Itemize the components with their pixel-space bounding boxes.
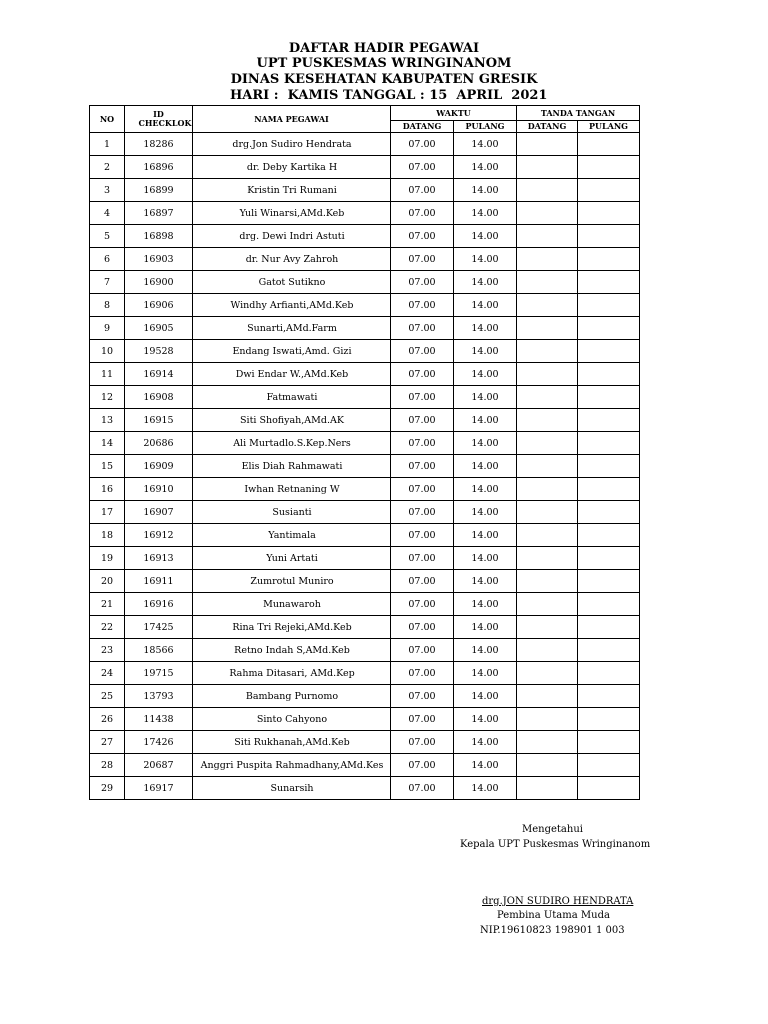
cell-waktu-datang: 07.00 — [391, 547, 454, 570]
cell-ttd-pulang — [578, 156, 640, 179]
table-row — [90, 225, 640, 248]
cell-no: 19 — [90, 547, 125, 570]
cell-ttd-datang — [517, 271, 578, 294]
cell-no: 5 — [90, 225, 125, 248]
cell-no: 3 — [90, 179, 125, 202]
cell-ttd-pulang — [578, 179, 640, 202]
cell-waktu-datang: 07.00 — [391, 593, 454, 616]
day-label: HARI : KAMIS — [230, 88, 339, 103]
cell-waktu-datang: 07.00 — [391, 409, 454, 432]
cell-waktu-datang: 07.00 — [391, 133, 454, 156]
cell-id: 16898 — [125, 225, 193, 248]
col-header-waktu-datang: DATANG — [391, 121, 454, 133]
cell-ttd-pulang — [578, 547, 640, 570]
signer-position: Kepala UPT Puskesmas Wringinanom — [460, 839, 651, 850]
cell-waktu-pulang: 14.00 — [454, 708, 517, 731]
cell-waktu-datang: 07.00 — [391, 225, 454, 248]
cell-id: 17425 — [125, 616, 193, 639]
table-row — [90, 317, 640, 340]
dept-name: DINAS KESEHATAN KABUPATEN GRESIK — [230, 72, 538, 87]
col-header-no: NO — [90, 106, 125, 133]
cell-id: 20687 — [125, 754, 193, 777]
cell-ttd-pulang — [578, 317, 640, 340]
cell-ttd-datang — [517, 708, 578, 731]
cell-nama: Bambang Purnomo — [193, 685, 391, 708]
cell-ttd-pulang — [578, 616, 640, 639]
cell-ttd-datang — [517, 455, 578, 478]
cell-no: 26 — [90, 708, 125, 731]
cell-id: 20686 — [125, 432, 193, 455]
cell-waktu-datang: 07.00 — [391, 248, 454, 271]
cell-no: 23 — [90, 639, 125, 662]
cell-nama: Susianti — [193, 501, 391, 524]
cell-no: 24 — [90, 662, 125, 685]
cell-ttd-datang — [517, 501, 578, 524]
cell-no: 15 — [90, 455, 125, 478]
table-row — [90, 547, 640, 570]
table-row — [90, 386, 640, 409]
cell-ttd-pulang — [578, 639, 640, 662]
cell-nama: Sunarsih — [193, 777, 391, 800]
cell-id: 16915 — [125, 409, 193, 432]
cell-waktu-pulang: 14.00 — [454, 179, 517, 202]
cell-nama: Anggri Puspita Rahmadhany,AMd.Kes — [193, 754, 391, 777]
cell-no: 21 — [90, 593, 125, 616]
cell-nama: Ali Murtadlo.S.Kep.Ners — [193, 432, 391, 455]
cell-ttd-pulang — [578, 754, 640, 777]
cell-ttd-pulang — [578, 685, 640, 708]
cell-ttd-pulang — [578, 225, 640, 248]
cell-waktu-pulang: 14.00 — [454, 731, 517, 754]
doc-title: DAFTAR HADIR PEGAWAI — [288, 41, 480, 56]
table-row — [90, 340, 640, 363]
date-label: TANGGAL : 15 APRIL 2021 — [343, 88, 548, 103]
cell-id: 16911 — [125, 570, 193, 593]
cell-waktu-pulang: 14.00 — [454, 363, 517, 386]
table-row — [90, 248, 640, 271]
cell-waktu-datang: 07.00 — [391, 179, 454, 202]
table-row — [90, 593, 640, 616]
table-row — [90, 616, 640, 639]
cell-waktu-datang: 07.00 — [391, 478, 454, 501]
cell-waktu-datang: 07.00 — [391, 708, 454, 731]
cell-ttd-datang — [517, 363, 578, 386]
signer-nip: NIP.19610823 198901 1 003 — [480, 925, 625, 936]
cell-id: 16913 — [125, 547, 193, 570]
cell-ttd-pulang — [578, 248, 640, 271]
cell-nama: Windhy Arfianti,AMd.Keb — [193, 294, 391, 317]
cell-waktu-pulang: 14.00 — [454, 478, 517, 501]
table-row — [90, 754, 640, 777]
cell-ttd-pulang — [578, 777, 640, 800]
cell-ttd-pulang — [578, 202, 640, 225]
cell-id: 16908 — [125, 386, 193, 409]
cell-nama: dr. Deby Kartika H — [193, 156, 391, 179]
cell-ttd-pulang — [578, 570, 640, 593]
cell-nama: Elis Diah Rahmawati — [193, 455, 391, 478]
cell-waktu-datang: 07.00 — [391, 685, 454, 708]
cell-nama: Munawaroh — [193, 593, 391, 616]
col-header-nama: NAMA PEGAWAI — [193, 106, 391, 133]
cell-id: 16903 — [125, 248, 193, 271]
cell-nama: Yuni Artati — [193, 547, 391, 570]
table-row — [90, 524, 640, 547]
cell-waktu-pulang: 14.00 — [454, 777, 517, 800]
cell-ttd-pulang — [578, 340, 640, 363]
cell-waktu-pulang: 14.00 — [454, 501, 517, 524]
cell-waktu-pulang: 14.00 — [454, 662, 517, 685]
cell-waktu-pulang: 14.00 — [454, 294, 517, 317]
cell-waktu-datang: 07.00 — [391, 317, 454, 340]
cell-waktu-datang: 07.00 — [391, 156, 454, 179]
cell-ttd-pulang — [578, 363, 640, 386]
cell-waktu-datang: 07.00 — [391, 271, 454, 294]
cell-no: 10 — [90, 340, 125, 363]
cell-no: 6 — [90, 248, 125, 271]
table-row — [90, 294, 640, 317]
table-row — [90, 179, 640, 202]
cell-ttd-datang — [517, 593, 578, 616]
cell-id: 17426 — [125, 731, 193, 754]
cell-ttd-pulang — [578, 731, 640, 754]
table-row — [90, 271, 640, 294]
cell-nama: Retno Indah S,AMd.Keb — [193, 639, 391, 662]
table-row — [90, 639, 640, 662]
col-header-ttd-pulang: PULANG — [578, 121, 640, 133]
cell-ttd-datang — [517, 225, 578, 248]
col-header-waktu: WAKTU — [391, 106, 517, 121]
cell-waktu-datang: 07.00 — [391, 432, 454, 455]
cell-no: 1 — [90, 133, 125, 156]
cell-no: 28 — [90, 754, 125, 777]
cell-id: 16909 — [125, 455, 193, 478]
cell-ttd-pulang — [578, 455, 640, 478]
cell-nama: Siti Shofiyah,AMd.AK — [193, 409, 391, 432]
cell-ttd-pulang — [578, 708, 640, 731]
cell-waktu-pulang: 14.00 — [454, 409, 517, 432]
cell-no: 2 — [90, 156, 125, 179]
cell-nama: Rahma Ditasari, AMd.Kep — [193, 662, 391, 685]
cell-waktu-pulang: 14.00 — [454, 133, 517, 156]
cell-id: 16906 — [125, 294, 193, 317]
cell-ttd-pulang — [578, 432, 640, 455]
cell-waktu-datang: 07.00 — [391, 616, 454, 639]
cell-nama: Zumrotul Muniro — [193, 570, 391, 593]
cell-ttd-datang — [517, 340, 578, 363]
table-row — [90, 409, 640, 432]
cell-waktu-datang: 07.00 — [391, 639, 454, 662]
cell-id: 13793 — [125, 685, 193, 708]
cell-ttd-datang — [517, 294, 578, 317]
cell-nama: dr. Nur Avy Zahroh — [193, 248, 391, 271]
cell-ttd-datang — [517, 386, 578, 409]
cell-waktu-datang: 07.00 — [391, 662, 454, 685]
cell-no: 27 — [90, 731, 125, 754]
cell-waktu-pulang: 14.00 — [454, 432, 517, 455]
cell-no: 12 — [90, 386, 125, 409]
cell-id: 16897 — [125, 202, 193, 225]
cell-id: 16916 — [125, 593, 193, 616]
cell-id: 16907 — [125, 501, 193, 524]
cell-waktu-pulang: 14.00 — [454, 156, 517, 179]
cell-waktu-pulang: 14.00 — [454, 455, 517, 478]
cell-ttd-datang — [517, 432, 578, 455]
cell-ttd-pulang — [578, 294, 640, 317]
col-header-id: ID CHECKLOK — [125, 106, 193, 133]
cell-ttd-pulang — [578, 593, 640, 616]
cell-waktu-pulang: 14.00 — [454, 616, 517, 639]
cell-nama: Yantimala — [193, 524, 391, 547]
cell-no: 7 — [90, 271, 125, 294]
cell-ttd-pulang — [578, 501, 640, 524]
table-row — [90, 455, 640, 478]
cell-ttd-datang — [517, 409, 578, 432]
cell-ttd-datang — [517, 248, 578, 271]
cell-id: 16896 — [125, 156, 193, 179]
cell-no: 14 — [90, 432, 125, 455]
cell-id: 16910 — [125, 478, 193, 501]
cell-waktu-datang: 07.00 — [391, 202, 454, 225]
cell-waktu-pulang: 14.00 — [454, 524, 517, 547]
cell-nama: Siti Rukhanah,AMd.Keb — [193, 731, 391, 754]
cell-id: 18566 — [125, 639, 193, 662]
cell-no: 22 — [90, 616, 125, 639]
cell-id: 18286 — [125, 133, 193, 156]
cell-ttd-pulang — [578, 409, 640, 432]
table-row — [90, 478, 640, 501]
col-header-tanda-tangan: TANDA TANGAN — [517, 106, 640, 121]
cell-ttd-pulang — [578, 524, 640, 547]
cell-id: 16914 — [125, 363, 193, 386]
cell-id: 19715 — [125, 662, 193, 685]
cell-id: 16912 — [125, 524, 193, 547]
cell-waktu-datang: 07.00 — [391, 570, 454, 593]
cell-nama: Kristin Tri Rumani — [193, 179, 391, 202]
cell-ttd-pulang — [578, 386, 640, 409]
cell-ttd-pulang — [578, 271, 640, 294]
cell-waktu-datang: 07.00 — [391, 501, 454, 524]
table-row — [90, 133, 640, 156]
cell-waktu-pulang: 14.00 — [454, 340, 517, 363]
cell-id: 16917 — [125, 777, 193, 800]
table-row — [90, 685, 640, 708]
cell-ttd-datang — [517, 639, 578, 662]
cell-waktu-pulang: 14.00 — [454, 570, 517, 593]
cell-ttd-datang — [517, 179, 578, 202]
table-row — [90, 570, 640, 593]
cell-waktu-pulang: 14.00 — [454, 271, 517, 294]
cell-nama: Iwhan Retnaning W — [193, 478, 391, 501]
cell-ttd-datang — [517, 524, 578, 547]
cell-waktu-datang: 07.00 — [391, 731, 454, 754]
table-row — [90, 156, 640, 179]
cell-id: 16899 — [125, 179, 193, 202]
cell-nama: Yuli Winarsi,AMd.Keb — [193, 202, 391, 225]
cell-no: 17 — [90, 501, 125, 524]
cell-ttd-datang — [517, 685, 578, 708]
cell-waktu-datang: 07.00 — [391, 340, 454, 363]
cell-waktu-pulang: 14.00 — [454, 202, 517, 225]
cell-waktu-datang: 07.00 — [391, 777, 454, 800]
cell-waktu-datang: 07.00 — [391, 455, 454, 478]
cell-ttd-pulang — [578, 478, 640, 501]
cell-no: 11 — [90, 363, 125, 386]
cell-ttd-datang — [517, 478, 578, 501]
cell-id: 16900 — [125, 271, 193, 294]
table-row — [90, 777, 640, 800]
cell-ttd-pulang — [578, 662, 640, 685]
cell-no: 8 — [90, 294, 125, 317]
cell-ttd-datang — [517, 570, 578, 593]
cell-nama: Gatot Sutikno — [193, 271, 391, 294]
cell-waktu-pulang: 14.00 — [454, 248, 517, 271]
cell-no: 20 — [90, 570, 125, 593]
cell-ttd-datang — [517, 662, 578, 685]
cell-id: 19528 — [125, 340, 193, 363]
cell-no: 25 — [90, 685, 125, 708]
cell-id: 11438 — [125, 708, 193, 731]
cell-no: 9 — [90, 317, 125, 340]
table-row — [90, 202, 640, 225]
cell-no: 29 — [90, 777, 125, 800]
col-header-waktu-pulang: PULANG — [454, 121, 517, 133]
cell-no: 13 — [90, 409, 125, 432]
cell-no: 4 — [90, 202, 125, 225]
cell-no: 16 — [90, 478, 125, 501]
signer-name: drg.JON SUDIRO HENDRATA — [482, 896, 634, 907]
signer-rank: Pembina Utama Muda — [497, 910, 610, 921]
cell-ttd-datang — [517, 731, 578, 754]
cell-waktu-datang: 07.00 — [391, 363, 454, 386]
table-row — [90, 363, 640, 386]
cell-waktu-pulang: 14.00 — [454, 593, 517, 616]
cell-nama: Fatmawati — [193, 386, 391, 409]
cell-ttd-datang — [517, 156, 578, 179]
cell-ttd-datang — [517, 202, 578, 225]
cell-waktu-pulang: 14.00 — [454, 317, 517, 340]
org-name: UPT PUSKESMAS WRINGINANOM — [256, 56, 512, 71]
cell-waktu-pulang: 14.00 — [454, 639, 517, 662]
cell-ttd-pulang — [578, 133, 640, 156]
cell-nama: Dwi Endar W.,AMd.Keb — [193, 363, 391, 386]
table-row — [90, 731, 640, 754]
cell-ttd-datang — [517, 547, 578, 570]
cell-waktu-datang: 07.00 — [391, 524, 454, 547]
table-row — [90, 432, 640, 455]
cell-id: 16905 — [125, 317, 193, 340]
cell-waktu-datang: 07.00 — [391, 386, 454, 409]
cell-ttd-datang — [517, 616, 578, 639]
cell-nama: Sunarti,AMd.Farm — [193, 317, 391, 340]
cell-nama: drg. Dewi Indri Astuti — [193, 225, 391, 248]
cell-waktu-pulang: 14.00 — [454, 225, 517, 248]
attendance-table — [89, 105, 640, 800]
cell-waktu-pulang: 14.00 — [454, 386, 517, 409]
col-header-ttd-datang: DATANG — [517, 121, 578, 133]
cell-ttd-datang — [517, 754, 578, 777]
table-row — [90, 708, 640, 731]
table-body — [90, 133, 640, 800]
cell-ttd-datang — [517, 777, 578, 800]
cell-waktu-pulang: 14.00 — [454, 547, 517, 570]
cell-nama: Rina Tri Rejeki,AMd.Keb — [193, 616, 391, 639]
cell-nama: Endang Iswati,Amd. Gizi — [193, 340, 391, 363]
cell-waktu-datang: 07.00 — [391, 294, 454, 317]
cell-waktu-pulang: 14.00 — [454, 754, 517, 777]
cell-no: 18 — [90, 524, 125, 547]
table-row — [90, 662, 640, 685]
cell-waktu-pulang: 14.00 — [454, 685, 517, 708]
cell-nama: Sinto Cahyono — [193, 708, 391, 731]
table-row — [90, 501, 640, 524]
cell-ttd-datang — [517, 133, 578, 156]
cell-ttd-datang — [517, 317, 578, 340]
acknowledged-label: Mengetahui — [522, 824, 583, 835]
cell-waktu-datang: 07.00 — [391, 754, 454, 777]
cell-nama: drg.Jon Sudiro Hendrata — [193, 133, 391, 156]
